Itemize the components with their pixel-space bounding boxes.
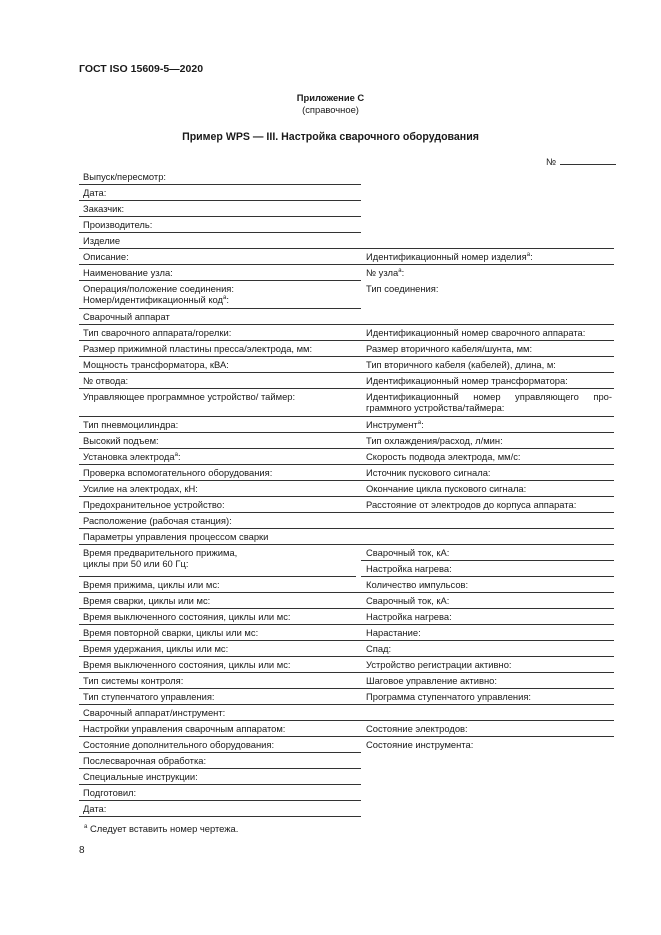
footnote-ref: a <box>398 268 402 274</box>
form-field[interactable] <box>361 281 614 309</box>
form-field[interactable] <box>361 449 614 465</box>
field-label: Идентификационный номер трансформатора: <box>366 375 568 386</box>
form-field[interactable] <box>361 497 614 513</box>
form-field[interactable] <box>361 481 614 497</box>
field-label: Тип соединения: <box>366 283 439 294</box>
field-label: Дата: <box>83 187 107 198</box>
form-field[interactable] <box>361 373 614 389</box>
form-field[interactable] <box>79 281 361 309</box>
number-blank[interactable] <box>560 155 616 165</box>
field-label: Расстояние от электродов до корпуса аппарата: <box>366 499 577 510</box>
form-row <box>79 593 614 609</box>
section-label: Сварочный аппарат <box>83 311 170 322</box>
field-label: Сварочный ток, кА: <box>366 547 450 558</box>
form-field[interactable] <box>361 417 614 433</box>
form-field[interactable] <box>79 737 361 753</box>
field-label-line2: циклы при 50 или 60 Гц: <box>83 558 189 570</box>
section-header <box>79 513 614 529</box>
form-field[interactable] <box>361 389 614 417</box>
field-label: Предохранительное устройство: <box>83 499 225 510</box>
field-label: Тип пневмоцилиндра: <box>83 419 179 430</box>
form-row <box>79 217 614 233</box>
form-row <box>79 801 614 817</box>
form-field[interactable] <box>361 609 614 625</box>
form-row <box>79 449 614 465</box>
empty-cell <box>361 753 614 769</box>
field-label: Настройки управления сварочным аппаратом: <box>83 723 286 734</box>
field-label: Идентификационный номер сварочного аппарата: <box>366 327 586 338</box>
form-field[interactable] <box>79 217 361 233</box>
annex-subtitle: (справочное) <box>302 104 359 115</box>
field-label: Настройка нагрева: <box>366 563 452 574</box>
form-field[interactable] <box>361 721 614 737</box>
form-row <box>79 373 614 389</box>
form-row <box>79 417 614 433</box>
form-row <box>79 689 614 705</box>
field-label-suffix: : <box>530 251 533 262</box>
form-field[interactable] <box>79 465 361 481</box>
empty-cell <box>361 217 614 233</box>
empty-cell <box>361 185 614 201</box>
footnote <box>84 823 238 834</box>
form-field[interactable] <box>79 577 361 593</box>
field-label: Усилие на электродах, кН: <box>83 483 198 494</box>
form-field[interactable] <box>79 593 361 609</box>
section-label: Изделие <box>83 235 121 246</box>
field-label: Заказчик: <box>83 203 125 214</box>
form-row <box>79 281 614 309</box>
form-row <box>79 433 614 449</box>
field-label: Тип системы контроля: <box>83 675 184 686</box>
field-label: Время удержания, циклы или мс: <box>83 643 229 654</box>
field-label: Время предварительного прижима, <box>83 547 238 558</box>
form-field[interactable] <box>361 249 614 265</box>
form-field[interactable] <box>79 545 356 577</box>
form-field[interactable] <box>79 249 361 265</box>
field-label: Производитель: <box>83 219 153 230</box>
field-label: Скорость подвода электрода, мм/с: <box>366 451 521 462</box>
section-label: Параметры управления процессом сварки <box>83 531 269 542</box>
form-field[interactable] <box>79 721 361 737</box>
form-field[interactable] <box>79 641 361 657</box>
form-field[interactable] <box>79 373 361 389</box>
field-label-suffix: : <box>226 294 229 306</box>
form-field[interactable] <box>361 689 614 705</box>
field-label-suffix: : <box>421 419 424 430</box>
form-field[interactable] <box>361 325 614 341</box>
form-field[interactable] <box>361 673 614 689</box>
field-label: Источник пускового сигнала: <box>366 467 491 478</box>
document-header: ГОСТ ISO 15609-5—2020 <box>79 63 204 75</box>
form-field[interactable] <box>79 497 361 513</box>
form-field[interactable] <box>361 593 614 609</box>
form-field[interactable] <box>79 265 361 281</box>
field-label: № отвода: <box>83 375 129 386</box>
field-label: Сварочный ток, кА: <box>366 595 450 606</box>
form-number <box>546 155 616 167</box>
form-field[interactable] <box>361 577 614 593</box>
empty-cell <box>361 801 614 817</box>
field-label: Специальные инструкции: <box>83 771 198 782</box>
form-field[interactable] <box>79 201 361 217</box>
field-label: № узла <box>366 267 399 278</box>
field-label: Тип сварочного аппарата/горелки: <box>83 327 232 338</box>
field-label: Состояние электродов: <box>366 723 468 734</box>
field-label-suffix: : <box>401 267 405 278</box>
form-row <box>79 577 614 593</box>
form-row <box>79 341 614 357</box>
footnote-mark: a <box>84 824 88 830</box>
form-field[interactable] <box>79 481 361 497</box>
form-row <box>79 673 614 689</box>
form-row <box>79 705 614 721</box>
field-label: Окончание цикла пускового сигнала: <box>366 483 527 494</box>
field-label: Шаговое управление активно: <box>366 675 497 686</box>
form-field[interactable] <box>361 341 614 357</box>
section-header <box>79 705 614 721</box>
field-label: Описание: <box>83 251 129 262</box>
form-field[interactable] <box>79 609 361 625</box>
form-row <box>79 389 614 417</box>
form-field[interactable] <box>79 389 361 417</box>
section-header <box>79 309 614 325</box>
form-field[interactable] <box>361 465 614 481</box>
field-label: Тип вторичного кабеля (кабелей), длина, м: <box>366 359 556 370</box>
section-header <box>79 233 614 249</box>
form-row <box>79 465 614 481</box>
field-label: Количество импульсов: <box>366 579 469 590</box>
form-field[interactable] <box>361 265 614 281</box>
field-label: Время повторной сварки, циклы или мс: <box>83 627 259 638</box>
form-field[interactable] <box>79 325 361 341</box>
form-row <box>79 481 614 497</box>
form-row <box>79 513 614 529</box>
form-row <box>79 657 614 673</box>
field-label-suffix: : <box>177 451 181 462</box>
form-row <box>79 609 614 625</box>
footnote-ref: a <box>223 295 227 302</box>
form-field[interactable] <box>79 417 361 433</box>
form-row <box>79 357 614 373</box>
form-row <box>79 265 614 281</box>
form-field[interactable] <box>361 737 614 753</box>
form-field[interactable] <box>79 785 361 801</box>
form-row <box>79 249 614 265</box>
form-field[interactable] <box>79 769 361 785</box>
field-label: Состояние инструмента: <box>366 739 474 750</box>
field-label: Дата: <box>83 803 107 814</box>
field-label-line2: граммного устройства/таймера: <box>366 402 505 414</box>
form-field[interactable] <box>79 753 361 769</box>
stacked-fields <box>356 545 614 577</box>
footnote-ref: a <box>174 452 178 458</box>
empty-cell <box>361 169 614 185</box>
page-number: 8 <box>79 845 85 856</box>
field-label: Установка электрода <box>83 451 175 462</box>
footnote-text: Следует вставить номер чертежа. <box>87 823 239 834</box>
field-label: Время выключенного состояния, циклы или мс: <box>83 659 291 670</box>
section-label: Сварочный аппарат/инструмент: <box>83 707 226 718</box>
field-label: Подготовил: <box>83 787 137 798</box>
form-field[interactable] <box>79 341 361 357</box>
number-label: № <box>546 156 557 167</box>
form-row <box>79 769 614 785</box>
empty-cell <box>361 785 614 801</box>
form-row <box>79 737 614 753</box>
form-field[interactable] <box>79 673 361 689</box>
field-label: Спад: <box>366 643 392 654</box>
wps-form <box>79 169 614 817</box>
field-label-line2: Номер/идентификационный код <box>83 294 224 306</box>
field-label: Размер прижимной пластины пресса/электрода, мм: <box>83 343 313 354</box>
field-label: Размер вторичного кабеля/шунта, мм: <box>366 343 533 354</box>
field-label: Нарастание: <box>366 627 421 638</box>
empty-cell <box>361 769 614 785</box>
form-row <box>79 309 614 325</box>
form-field[interactable] <box>79 801 361 817</box>
form-field[interactable] <box>361 657 614 673</box>
field-label: Высокий подъем: <box>83 435 159 446</box>
empty-cell <box>361 201 614 217</box>
field-label: Идентификационный номер изделия <box>366 251 527 262</box>
field-label: Настройка нагрева: <box>366 611 452 622</box>
field-label: Программа ступенчатого управления: <box>366 691 532 702</box>
form-row <box>79 785 614 801</box>
form-row <box>79 721 614 737</box>
form-row <box>79 625 614 641</box>
field-label: Проверка вспомогательного оборудования: <box>83 467 273 478</box>
form-field[interactable] <box>79 657 361 673</box>
field-label: Мощность трансформатора, кВА: <box>83 359 229 370</box>
form-row <box>79 169 614 185</box>
form-field[interactable] <box>79 449 361 465</box>
field-label: Тип охлаждения/расход, л/мин: <box>366 435 503 446</box>
form-row <box>79 201 614 217</box>
field-label: Идентификационный номер управляющего про- <box>366 391 612 402</box>
field-label: Время сварки, циклы или мс: <box>83 595 211 606</box>
field-label: Устройство регистрации активно: <box>366 659 512 670</box>
form-field[interactable] <box>361 357 614 373</box>
field-label: Операция/положение соединения: <box>83 283 234 294</box>
footnote-ref: a <box>417 420 422 426</box>
form-field[interactable] <box>79 357 361 373</box>
section-label: Расположение (рабочая станция): <box>83 515 232 526</box>
form-row <box>79 641 614 657</box>
form-row <box>79 545 614 577</box>
field-label: Инструмент <box>366 419 418 430</box>
form-field[interactable] <box>361 433 614 449</box>
field-label: Выпуск/пересмотр: <box>83 171 167 182</box>
footnote-ref: a <box>526 252 531 258</box>
form-row <box>79 497 614 513</box>
form-field[interactable] <box>361 625 614 641</box>
form-row <box>79 325 614 341</box>
field-label: Послесварочная обработка: <box>83 755 207 766</box>
form-field[interactable] <box>361 561 614 577</box>
form-row <box>79 529 614 545</box>
form-field[interactable] <box>79 169 361 185</box>
field-label: Время выключенного состояния, циклы или мс: <box>83 611 291 622</box>
form-field[interactable] <box>79 185 361 201</box>
section-header <box>79 529 614 545</box>
form-row <box>79 753 614 769</box>
field-label: Состояние дополнительного оборудования: <box>83 739 275 750</box>
form-field[interactable] <box>361 641 614 657</box>
field-label: Тип ступенчатого управления: <box>83 691 215 702</box>
form-field[interactable] <box>361 545 614 561</box>
form-field[interactable] <box>79 689 361 705</box>
field-label: Управляющее программное устройство/ таймер: <box>83 391 296 402</box>
form-row <box>79 233 614 249</box>
form-field[interactable] <box>79 625 361 641</box>
field-label: Наименование узла: <box>83 267 173 278</box>
form-row <box>79 185 614 201</box>
field-label: Время прижима, циклы или мс: <box>83 579 220 590</box>
form-field[interactable] <box>79 433 361 449</box>
form-title: Пример WPS — III. Настройка сварочного оборудования <box>182 131 479 143</box>
annex-title: Приложение С <box>296 92 365 103</box>
